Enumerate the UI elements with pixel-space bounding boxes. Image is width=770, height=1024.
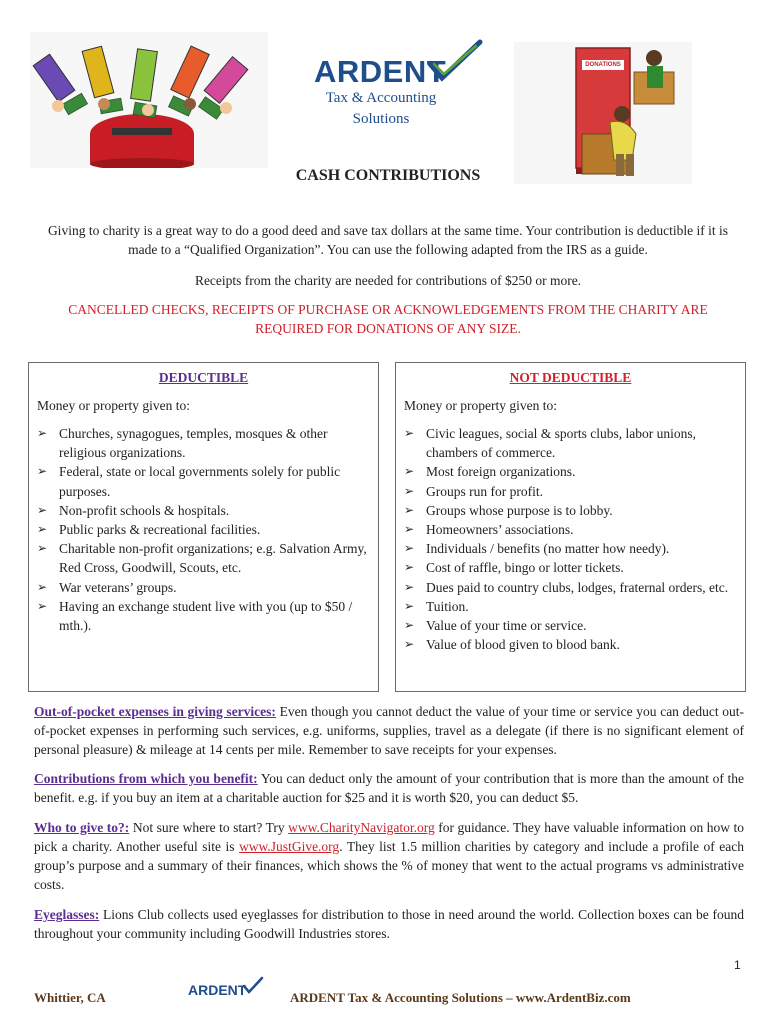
not-deductible-list: [396, 424, 745, 654]
donations-sign: DONATIONS: [585, 62, 621, 68]
donation-box-illustration: [30, 32, 268, 168]
list-item: ➢ Value of blood given to blood bank.: [404, 635, 745, 654]
page-number: 1: [734, 958, 741, 972]
arrow-bullet-icon: ➢: [404, 483, 415, 498]
arrow-bullet-icon: ➢: [404, 560, 415, 575]
page-title: CASH CONTRIBUTIONS: [295, 167, 481, 184]
footer-company: ARDENT Tax & Accounting Solutions – www.ArdentBiz.com: [290, 990, 631, 1005]
list-item: ➢ Public parks & recreational facilities.: [37, 520, 378, 539]
ardent-logo: [300, 38, 490, 134]
arrow-bullet-icon: ➢: [37, 426, 48, 440]
donation-bin-illustration: [514, 42, 692, 184]
arrow-bullet-icon: ➢: [37, 464, 48, 479]
list-item: ➢ War veterans’ groups.: [37, 578, 378, 597]
arrow-bullet-icon: ➢: [37, 541, 48, 556]
logo-subtitle-line2: Solutions: [352, 111, 410, 127]
arrow-bullet-icon: ➢: [404, 502, 415, 517]
deductible-heading: DEDUCTIBLE: [158, 370, 249, 385]
receipts-note: Receipts from the charity are needed for contributions of $250 or more.: [194, 273, 582, 288]
footer-logo: [188, 976, 268, 1004]
list-item: ➢ Dues paid to country clubs, lodges, fraternal orders, etc.: [404, 578, 745, 597]
benefit-section: [34, 769, 744, 807]
not-deductible-lead: Money or property given to:: [404, 398, 557, 413]
arrow-bullet-icon: ➢: [404, 426, 415, 440]
arrow-bullet-icon: ➢: [404, 579, 415, 594]
list-item: ➢ Having an exchange student live with you (up to $50 / mth.).: [37, 598, 353, 634]
eyeglasses-heading: Eyeglasses:: [34, 907, 100, 922]
arrow-bullet-icon: ➢: [404, 618, 415, 633]
arrow-bullet-icon: ➢: [37, 579, 48, 594]
eyeglasses-text: Lions Club collects used eyeglasses for distribution to those in need around the world. Collection boxes can be found throughout your community including Goodwill Industries stores.: [34, 907, 744, 941]
who-to-give-section: Who to give to?: Not sure where to start? Try www.CharityNavigator.org for guidance. They have valuable information on how to pick a charity. Another useful site is www.JustGive.org. They list 1.5 million charities by category and include a profile of each group’s purpose and a summary of their finances, which shows the % of money that went to the actual programs vs administrative costs.: [34, 820, 744, 892]
out-of-pocket-text: Even though you cannot deduct the value of your time or service you can deduct out-of-pocket expenses in performing such services, e.g. uniforms, supplies, travel as a delegate (if there is no significant element of personal pleasure) & mileage at 14 cents per mile. Remember to save receipts for your expenses.: [34, 704, 745, 757]
not-deductible-box: [395, 362, 746, 692]
not-deductible-heading: NOT DEDUCTIBLE: [509, 370, 632, 385]
benefit-text: You can deduct only the amount of your contribution that is more than the amount of the benefit. e.g. if you buy an item at a charitable auction for $25 and it is worth $20, you can deduct $5.: [34, 771, 744, 805]
intro-paragraph: Giving to charity is a great way to do a good deed and save tax dollars at the same time. Your contribution is deductible if it is made to a “Qualified Organization”. You can use the following adapted from the IRS as a guide.: [47, 223, 729, 257]
arrow-bullet-icon: ➢: [404, 464, 415, 479]
deductible-box: [28, 362, 379, 692]
list-item: ➢ Most foreign organizations.: [404, 462, 745, 481]
eyeglasses-section: [34, 905, 744, 943]
arrow-bullet-icon: ➢: [37, 502, 48, 517]
arrow-bullet-icon: ➢: [404, 541, 415, 556]
list-item: ➢ Charitable non-profit organizations; e.g. Salvation Army, Red Cross, Goodwill, Scouts, etc.: [37, 541, 367, 576]
who-to-give-heading: Who to give to?:: [34, 820, 130, 835]
deductible-lead: Money or property given to:: [37, 398, 190, 413]
deductible-list: [29, 424, 378, 635]
justgive-link[interactable]: www.JustGive.org: [239, 839, 340, 854]
benefit-heading: Contributions from which you benefit:: [34, 771, 258, 786]
list-item: ➢ Value of your time or service.: [404, 616, 745, 635]
arrow-bullet-icon: ➢: [37, 598, 48, 613]
arrow-bullet-icon: ➢: [404, 522, 415, 537]
list-item: ➢ Federal, state or local governments solely for public purposes.: [37, 464, 341, 499]
logo-subtitle-line1: Tax & Accounting: [325, 90, 437, 106]
checkmark-icon: [426, 38, 484, 84]
footer-location: Whittier, CA: [34, 990, 106, 1005]
arrow-bullet-icon: ➢: [404, 598, 415, 613]
list-item: ➢ Churches, synagogues, temples, mosques & other religious organizations.: [37, 426, 328, 461]
list-item: ➢ Groups whose purpose is to lobby.: [404, 501, 745, 520]
required-documents-warning: CANCELLED CHECKS, RECEIPTS OF PURCHASE OR ACKNOWLEDGEMENTS FROM THE CHARITY ARE REQUIRED FOR DONATIONS OF ANY SIZE.: [68, 302, 708, 336]
list-item: ➢ Groups run for profit.: [404, 482, 745, 501]
out-of-pocket-heading: Out-of-pocket expenses in giving services:: [34, 704, 276, 719]
list-item: ➢ Civic leagues, social & sports clubs, labor unions, chambers of commerce.: [404, 426, 696, 461]
arrow-bullet-icon: ➢: [37, 522, 48, 537]
list-item: ➢ Individuals / benefits (no matter how needy).: [404, 539, 745, 558]
checkmark-icon: [242, 976, 264, 994]
logo-wordmark: ARDENT: [314, 54, 447, 89]
list-item: ➢ Non-profit schools & hospitals.: [37, 501, 378, 520]
footer-logo-wordmark: ARDENT: [188, 982, 247, 998]
out-of-pocket-section: [34, 702, 744, 759]
arrow-bullet-icon: ➢: [404, 637, 415, 652]
list-item: ➢ Homeowners’ associations.: [404, 520, 745, 539]
list-item: ➢ Tuition.: [404, 597, 745, 616]
list-item: ➢ Cost of raffle, bingo or lotter tickets.: [404, 558, 745, 577]
charity-navigator-link[interactable]: www.CharityNavigator.org: [288, 820, 435, 835]
